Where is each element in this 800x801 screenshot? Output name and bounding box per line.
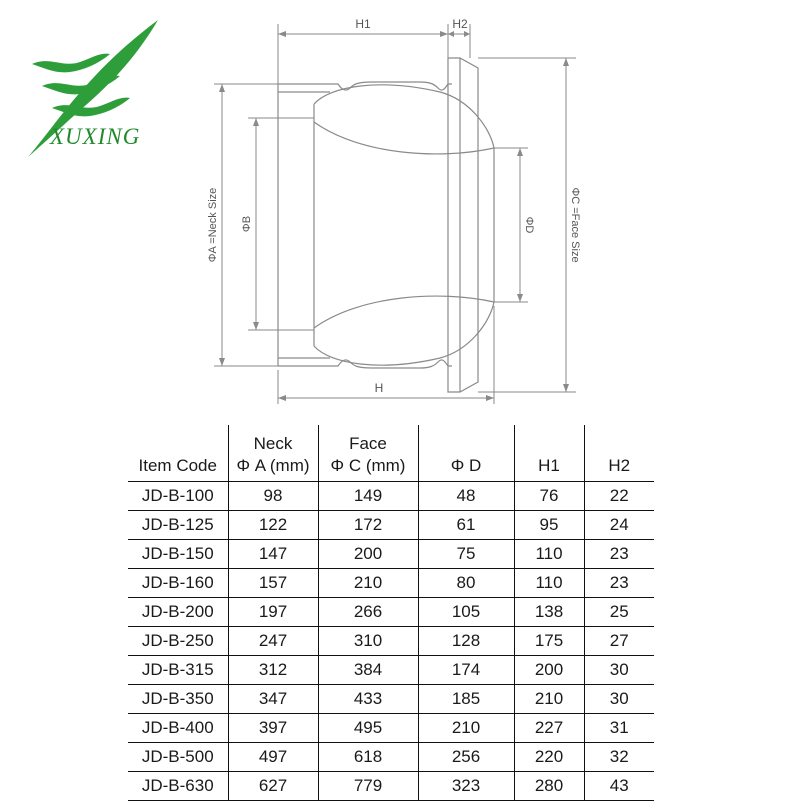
table-cell: JD-B-630 xyxy=(128,772,228,801)
table-cell: 31 xyxy=(584,714,654,743)
header-label: Face xyxy=(349,434,387,453)
dim-label-phi-c: ΦC =Face Size xyxy=(569,187,581,263)
dim-label-h2: H2 xyxy=(452,17,468,31)
table-cell: 122 xyxy=(228,511,318,540)
table-cell: 197 xyxy=(228,598,318,627)
dim-label-phi-b: ΦB xyxy=(241,215,253,233)
table-cell: 27 xyxy=(584,627,654,656)
table-cell: 76 xyxy=(514,482,584,511)
table-cell: JD-B-315 xyxy=(128,656,228,685)
table-cell: JD-B-250 xyxy=(128,627,228,656)
header-item-code xyxy=(128,425,228,482)
table-cell: 627 xyxy=(228,772,318,801)
table-cell: 210 xyxy=(318,569,418,598)
table-cell: 200 xyxy=(318,540,418,569)
header-label: H1 xyxy=(538,456,560,475)
table-cell: 174 xyxy=(418,656,514,685)
table-cell: 80 xyxy=(418,569,514,598)
table-cell: 110 xyxy=(514,540,584,569)
table-cell: 280 xyxy=(514,772,584,801)
table-cell: JD-B-200 xyxy=(128,598,228,627)
table-cell: 138 xyxy=(514,598,584,627)
table-cell: 779 xyxy=(318,772,418,801)
table-cell: JD-B-100 xyxy=(128,482,228,511)
table-cell: 61 xyxy=(418,511,514,540)
table-cell: 495 xyxy=(318,714,418,743)
table-row xyxy=(128,772,654,801)
table-cell: 30 xyxy=(584,656,654,685)
table-cell: 247 xyxy=(228,627,318,656)
table-cell: 22 xyxy=(584,482,654,511)
table-cell: 310 xyxy=(318,627,418,656)
table-cell: 175 xyxy=(514,627,584,656)
table-cell: JD-B-500 xyxy=(128,743,228,772)
table-cell: 30 xyxy=(584,685,654,714)
table-cell: 618 xyxy=(318,743,418,772)
header-label: Item Code xyxy=(138,456,217,475)
header-label: Φ C (mm) xyxy=(330,456,406,475)
table-cell: 220 xyxy=(514,743,584,772)
table-cell: JD-B-150 xyxy=(128,540,228,569)
table-cell: JD-B-400 xyxy=(128,714,228,743)
table-row xyxy=(128,743,654,772)
table-cell: 110 xyxy=(514,569,584,598)
table-header-row xyxy=(128,425,654,482)
face-flange xyxy=(448,58,478,392)
table-cell: 25 xyxy=(584,598,654,627)
table-cell: 323 xyxy=(418,772,514,801)
table-row xyxy=(128,714,654,743)
header-label: Neck xyxy=(253,434,293,453)
dim-label-phi-a: ΦA =Neck Size xyxy=(207,187,219,263)
table-cell: 147 xyxy=(228,540,318,569)
table-row xyxy=(128,511,654,540)
table-cell: 185 xyxy=(418,685,514,714)
table-cell: 172 xyxy=(318,511,418,540)
dim-label-h: H xyxy=(374,381,384,395)
table-cell: 497 xyxy=(228,743,318,772)
header-h1 xyxy=(514,425,584,482)
table-cell: 128 xyxy=(418,627,514,656)
header-h2 xyxy=(584,425,654,482)
table-cell: 384 xyxy=(318,656,418,685)
table-row xyxy=(128,540,654,569)
brand-name: XUXING xyxy=(50,124,141,149)
table-cell: 200 xyxy=(514,656,584,685)
table-row xyxy=(128,627,654,656)
table-cell: 266 xyxy=(318,598,418,627)
table-row xyxy=(128,598,654,627)
dim-label-h1: H1 xyxy=(355,17,371,31)
table-row xyxy=(128,569,654,598)
table-cell: 24 xyxy=(584,511,654,540)
table-cell: 98 xyxy=(228,482,318,511)
table-cell: 433 xyxy=(318,685,418,714)
header-label: H2 xyxy=(608,456,631,475)
table-cell: 75 xyxy=(418,540,514,569)
table-cell: 32 xyxy=(584,743,654,772)
table-row xyxy=(128,685,654,714)
table-cell: 23 xyxy=(584,569,654,598)
table-cell: 227 xyxy=(514,714,584,743)
dim-label-phi-d: ΦD xyxy=(523,216,535,234)
inner-body-bottom xyxy=(314,302,494,365)
table-row xyxy=(128,656,654,685)
table-cell: 105 xyxy=(418,598,514,627)
table-cell: JD-B-350 xyxy=(128,685,228,714)
table-cell: 23 xyxy=(584,540,654,569)
table-row xyxy=(128,482,654,511)
table-cell: 157 xyxy=(228,569,318,598)
table-cell: 149 xyxy=(318,482,418,511)
table-cell: 256 xyxy=(418,743,514,772)
header-label: Φ A (mm) xyxy=(236,456,310,475)
table-cell: 48 xyxy=(418,482,514,511)
table-cell: 312 xyxy=(228,656,318,685)
table-cell: JD-B-125 xyxy=(128,511,228,540)
header-phi-d xyxy=(418,425,514,482)
header-neck-phi-a xyxy=(228,425,318,482)
inner-body-top xyxy=(314,85,494,148)
header-label: Φ D xyxy=(450,456,482,475)
header-face-phi-c xyxy=(318,425,418,482)
table-cell: JD-B-160 xyxy=(128,569,228,598)
table-cell: 43 xyxy=(584,772,654,801)
table-cell: 210 xyxy=(418,714,514,743)
table-cell: 347 xyxy=(228,685,318,714)
table-cell: 210 xyxy=(514,685,584,714)
table-cell: 397 xyxy=(228,714,318,743)
spec-table xyxy=(128,425,654,801)
table-cell: 95 xyxy=(514,511,584,540)
